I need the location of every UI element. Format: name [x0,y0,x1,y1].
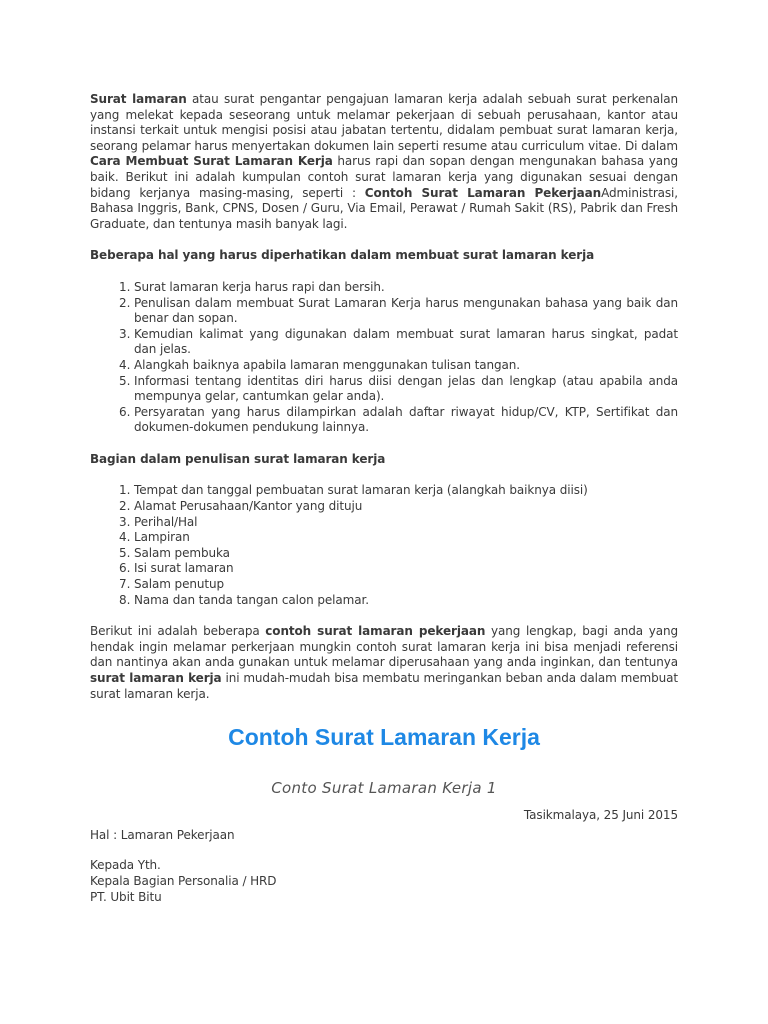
article-body [90,92,678,905]
letter-subtitle: Conto Surat Lamaran Kerja 1 [271,779,497,798]
intro-text-2: harus rapi dan sopan dengan mengunakan bahasa yang baik. Berikut ini adalah kumpulan contoh surat lamaran kerja yang digunakan sesuai dengan bidang kerjanya masing-masing, seperti : [90,154,678,200]
closing-paragraph [90,624,678,702]
list-item: 1. Tempat dan tanggal pembuatan surat lamaran kerja (alangkah baiknya diisi) [134,483,678,499]
section1-heading: Beberapa hal yang harus diperhatikan dalam membuat surat lamaran kerja [90,248,595,263]
list-item: 2. Alamat Perusahaan/Kantor yang dituju [134,499,678,515]
intro-paragraph [90,92,678,232]
closing-bold-2: surat lamaran kerja [90,671,222,685]
closing-text-1: Berikut ini adalah beberapa [90,624,266,639]
list-item: 3. Perihal/Hal [134,515,678,531]
list-item: 3. Kemudian kalimat yang digunakan dalam membuat surat lamaran harus singkat, padat dan jelas. [134,327,678,358]
list-item: 5. Salam pembuka [134,546,678,562]
list-item: 4. Alangkah baiknya apabila lamaran menggunakan tulisan tangan. [134,358,678,374]
list-item: 6. Isi surat lamaran [134,561,678,577]
recipient-salutation: Kepada Yth. [90,858,161,873]
section1-list [90,280,678,436]
intro-bold-3: Contoh Surat Lamaran Pekerjaan [364,185,602,200]
list-item: 2. Penulisan dalam membuat Surat Lamaran Kerja harus mengunakan bahasa yang baik dan benar dan sopan. [134,296,678,327]
recipient-block [90,858,678,905]
letter-subject: Hal : Lamaran Pekerjaan [90,827,235,842]
list-item: 7. Salam penutup [134,577,678,593]
list-item: 4. Lampiran [134,530,678,546]
closing-bold-1: contoh surat lamaran pekerjaan [265,624,486,639]
recipient-position: Kepala Bagian Personalia / HRD [90,873,277,888]
closing-text-3: ini mudah-mudah bisa membatu meringankan beban anda dalam membuat surat lamaran kerja. [90,671,678,701]
intro-text-3: Administrasi, Bahasa Inggris, Bank, CPNS, Dosen / Guru, Via Email, Perawat / Rumah Sakit (RS), Pabrik dan Fresh Graduate, dan tentunya masih banyak lagi. [90,185,679,231]
intro-text-1: atau surat pengantar pengajuan lamaran kerja adalah sebuah surat perkenalan yang melekat kepada seseorang untuk melamar pekerjaan di sebuah perusahaan, kantor atau instansi terkait untuk mengisi posisi atau jabatan tertentu, didalam pembuat surat lamaran kerja, seorang pelamar harus menyertakan dokumen lain seperti resume atau curriculum vitae. Di dalam [90,92,679,153]
list-item: 6. Persyaratan yang harus dilampirkan adalah daftar riwayat hidup/CV, KTP, Sertifikat dan dokumen-dokumen pendukung lainnya. [134,405,678,436]
list-item: 8. Nama dan tanda tangan calon pelamar. [134,593,678,609]
list-item: 5. Informasi tentang identitas diri harus diisi dengan jelas dan lengkap (atau apabila anda mempunya gelar, cantumkan gelar anda). [134,374,678,405]
intro-bold-1: Surat lamaran [90,92,187,106]
letter-date: Tasikmalaya, 25 Juni 2015 [523,808,678,823]
list-item: 1. Surat lamaran kerja harus rapi dan bersih. [134,280,678,296]
letter-title: Contoh Surat Lamaran Kerja [228,724,540,751]
intro-bold-2: Cara Membuat Surat Lamaran Kerja [90,154,333,169]
section2-list [90,483,678,608]
recipient-company: PT. Ubit Bitu [90,889,162,904]
closing-text-2: yang lengkap, bagi anda yang hendak ingin melamar perkerjaan mungkin contoh surat lamaran kerja ini bisa menjadi referensi dan nantinya akan anda gunakan untuk melamar diperusahaan yang anda inginkan, dan tentunya [90,624,679,670]
section2-heading: Bagian dalam penulisan surat lamaran kerja [90,451,386,466]
